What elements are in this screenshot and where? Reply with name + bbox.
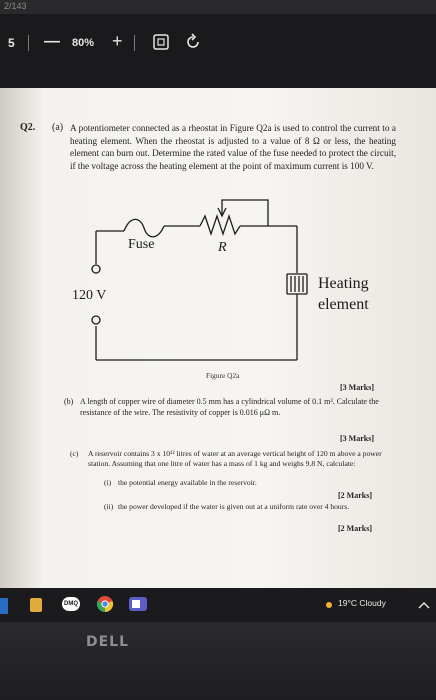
wiper-wire [222, 200, 268, 226]
question-number: Q2. [20, 122, 36, 133]
rotate-icon[interactable] [184, 33, 202, 51]
part-c-i-label: (i) [104, 478, 112, 487]
toolbar-divider [28, 35, 29, 51]
app-icon[interactable]: DMQ [62, 597, 80, 611]
tab-strip [0, 0, 436, 14]
part-a-text: A potentiometer connected as a rheostat in Figure Q2a is used to control the current to a heating element. When the rheostat is adjusted to a value of 8 Ω or less, the heating element can burn out. Determine the rated value of the fuse needed to protect the circuit, if the voltage across the heating element at the point of maximum current is 100 V. [70, 123, 396, 171]
part-a-marks: [3 Marks] [340, 383, 374, 392]
terminal-bottom [92, 316, 100, 324]
laptop-bezel [0, 622, 436, 700]
resistor-label: R [218, 240, 227, 255]
part-c-i-text: the potential energy available in the reservoir. [118, 478, 257, 487]
circuit-diagram [0, 88, 436, 388]
part-c-ii-text: the power developed if the water is given out at a uniform rate over 4 hours. [118, 502, 350, 511]
fit-page-icon[interactable] [152, 33, 170, 51]
part-c-label: (c) [70, 449, 79, 458]
pdf-toolbar [0, 0, 436, 88]
part-c-ii-marks: [2 Marks] [338, 524, 372, 533]
page-number[interactable]: 5 [8, 36, 15, 50]
source-voltage-label: 120 V [72, 288, 107, 303]
part-a-label: (a) [52, 122, 64, 133]
terminal-top [92, 265, 100, 273]
zoom-in-button[interactable]: + [112, 31, 123, 51]
corner-label: 2/143 [4, 1, 27, 11]
zoom-out-button[interactable]: — [44, 33, 60, 50]
part-c-text: A reservoir contains 3 x 10¹² litres of water at an average vertical height of 120 m above a power station. Assuming that one litre of water has a mass of 1 kg and weighs 9.8 N, calculate: [88, 449, 382, 468]
part-b-marks: [3 Marks] [340, 434, 374, 443]
heating-label-line1: Heating [318, 275, 369, 292]
weather-icon[interactable] [326, 602, 332, 608]
fuse-symbol [124, 219, 164, 236]
toolbar-divider [134, 35, 135, 51]
dell-logo: DELL [86, 634, 130, 650]
weather-status[interactable]: 19°C Cloudy [338, 598, 386, 608]
chevron-up-icon[interactable] [418, 600, 430, 610]
heating-label-line2: element [318, 296, 369, 313]
part-c-ii-label: (ii) [104, 502, 114, 511]
resistor-symbol [200, 216, 240, 234]
part-b-text: A length of copper wire of diameter 0.5 mm has a cylindrical volume of 0.1 m³. Calculate the resistance of the wire. The resistivity of copper is 0.016 μΩ m. [80, 397, 379, 417]
figure-caption: Figure Q2a [206, 371, 240, 380]
part-b-label: (b) [64, 397, 74, 406]
start-edge-icon[interactable] [0, 598, 8, 614]
part-c-i-marks: [2 Marks] [338, 491, 372, 500]
zoom-level[interactable]: 80% [72, 37, 95, 49]
taskbar [0, 588, 436, 622]
teams-icon[interactable] [128, 595, 148, 613]
document-page [0, 88, 436, 588]
fuse-label: Fuse [128, 237, 155, 252]
chrome-icon[interactable] [96, 595, 114, 613]
file-explorer-icon[interactable] [30, 598, 42, 612]
